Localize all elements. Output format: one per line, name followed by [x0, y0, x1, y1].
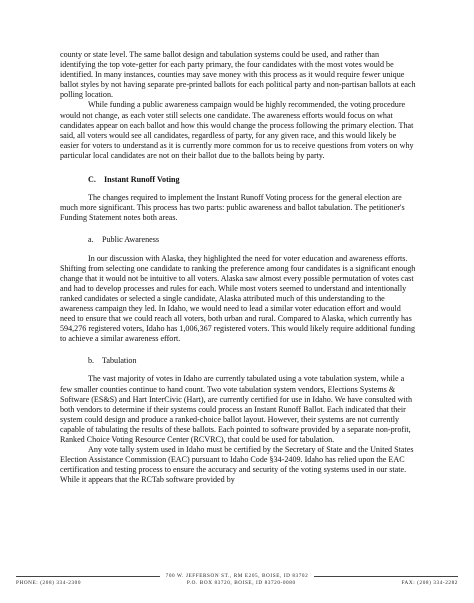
section-title: Instant Runoff Voting — [104, 175, 180, 185]
footer-address-row — [16, 573, 458, 579]
paragraph: Any vote tally system used in Idaho must be certified by the Secretary of State and the United States Election Assistance Commission (EAC) pursuant to Idaho Code §34-2409. Idaho has relied upon the EAC certification and testing process to ensure the accuracy and security of the voting systems used in our state. While it appears that the RCTab software provided by — [60, 445, 414, 485]
footer-phone: PHONE: (208) 334-2300 — [16, 580, 82, 586]
subsection-heading-a — [60, 235, 416, 245]
footer-fax: FAX: (208) 334-2282 — [401, 580, 458, 586]
paragraph: In our discussion with Alaska, they highlighted the need for voter education and awareness efforts. Shifting from selecting one candidate to ranking the preference among four candidates is a significant enough change that it would not be intuitive to all voters. Alaska saw almost every possible permutation of votes cast and had to develop processes and rules for each. While most voters seemed to understand and intentionally ranked candidates or selected a single candidate, Alaska attributed much of this understanding to the awareness campaign they led. In Idaho, we would need to lead a similar voter education effort and would need to ensure that we could reach all voters, both urban and rural. Compared to Alaska, which currently has 594,276 registered voters, Idaho has 1,006,367 registered voters. This would likely require additional funding to achieve a similar awareness effort. — [60, 253, 416, 344]
footer-rule-left — [16, 576, 160, 577]
section-heading-c — [60, 175, 416, 185]
footer-address: 700 W. JEFFERSON ST., RM E205, BOISE, ID 83702 — [165, 573, 309, 579]
paragraph: The changes required to implement the Instant Runoff Voting process for the general election are much more significant. This process has two parts: public awareness and ballot tabulation. The petitioner's Funding Statement notes both areas. — [60, 193, 405, 223]
subsection-title: Tabulation — [102, 356, 137, 366]
page-footer — [16, 573, 458, 586]
document-body — [60, 50, 416, 485]
subsection-title: Public Awareness — [102, 235, 160, 245]
section-letter: C. — [88, 175, 96, 185]
subsection-heading-b — [60, 356, 416, 366]
paragraph: The vast majority of votes in Idaho are currently tabulated using a vote tabulation system, while a few smaller counties continue to hand count. Two vote tabulation system vendors, Elections Systems & Software (ES&S) and Hart InterCivic (Hart), are currently certified for use in Idaho. We have consulted with both vendors to determine if their systems could process an Instant Runoff Ballot. Each indicated that their system could design and produce a ranked-choice ballot layout. However, their systems are not currently capable of tabulating the results of these ballots. Each pointed to software provided by a separate non-profit, Ranked Choice Voting Resource Center (RCVRC), that could be used for tabulation. — [60, 374, 413, 444]
paragraph: While funding a public awareness campaign would be highly recommended, the voting procedure would not change, as each voter still selects one candidate. The awareness efforts would focus on what candidates appear on each ballot and how this would change the process following the primary election. That said, all voters would see all candidates, regardless of party, for any given race, and this would likely be easier for voters to understand as it is currently more common for us to receive questions from voters on why particular local candidates are not on their ballot due to the ballots being by party. — [60, 100, 414, 160]
subsection-letter: a. — [88, 235, 94, 245]
footer-po-box: P.O. BOX 83720, BOISE, ID 83720-0080 — [186, 580, 296, 586]
paragraph: county or state level. The same ballot design and tabulation systems could be used, and rather than identifying the top vote-getter for each party primary, the four candidates with the most votes would be identified. In many instances, counties may save money with this process as it would require fewer unique ballot styles by not having separate pre-printed ballots for each political party and non-partisan ballots at each polling location. — [60, 50, 416, 100]
footer-rule-right — [314, 576, 458, 577]
footer-contact-row — [16, 580, 458, 586]
subsection-letter: b. — [88, 356, 95, 366]
